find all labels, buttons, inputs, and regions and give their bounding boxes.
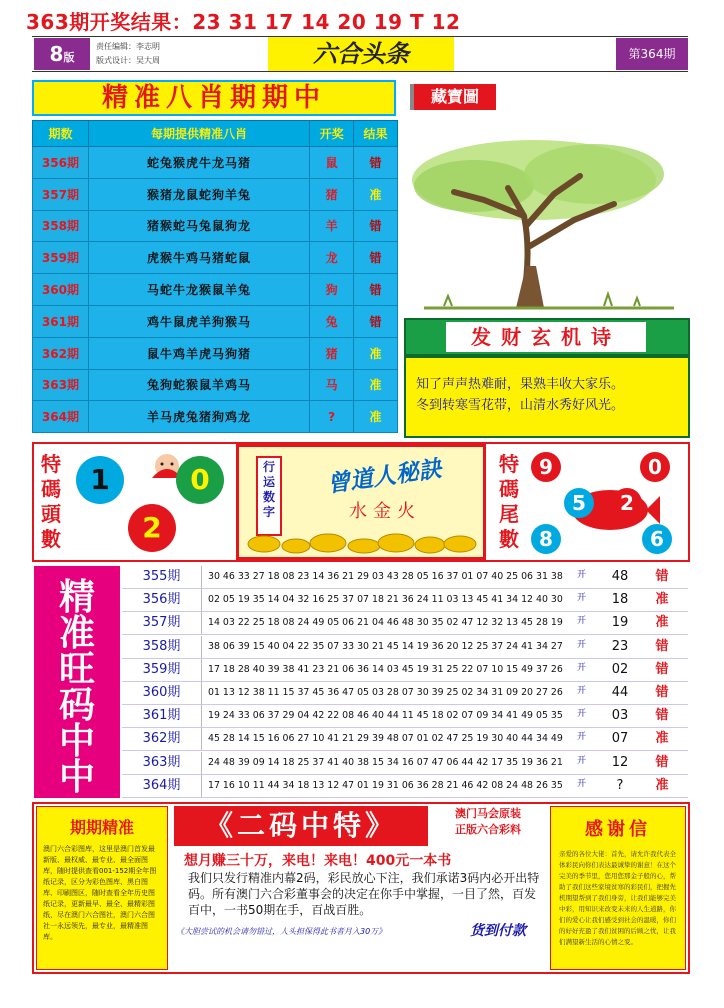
- draw-cell: 兔: [310, 305, 354, 337]
- table-row: [33, 242, 398, 274]
- accurate-text: 澳门六合彩图库，这里是澳门首发最新版、最权威、最专业、最全面图库，随时提供查看001-152期全年图纸记录，区分为彩色图库、黑白图库、印刷图区，随时查看全年历史图纸记录，更新最早、最全、最精彩图纸，尽在澳门六合图社，澳门六合图社一永远领先，最专业，最精准图库。: [43, 845, 157, 941]
- zodiacs-cell: 鼠牛鸡羊虎马狗猪: [88, 337, 309, 369]
- result-cell: 错: [354, 210, 398, 242]
- list-item: [122, 636, 688, 659]
- masthead-title: 六合头条: [268, 37, 454, 71]
- edition-suffix: 版: [63, 51, 75, 64]
- table-row: [33, 210, 398, 242]
- list-item: [122, 566, 688, 589]
- draw-cell: ?: [310, 401, 354, 433]
- tail-label-char: 特: [499, 452, 519, 476]
- list-item: [122, 612, 688, 635]
- edition-number: 8: [49, 42, 64, 66]
- result-mark: 准: [655, 731, 669, 747]
- result-mark: 错: [655, 685, 669, 700]
- wang-ma-char: 旺: [58, 649, 95, 690]
- treasure-map-label: 藏寶圖: [410, 84, 496, 110]
- draw-cell: 猪: [310, 178, 354, 210]
- tail-label-char: 尾: [499, 502, 519, 526]
- tail-ball-2: 2: [612, 488, 642, 518]
- open-label: 开: [577, 593, 587, 604]
- head-ball-0: 0: [176, 456, 224, 504]
- open-label: 开: [577, 639, 587, 650]
- accurate-panel: [36, 806, 168, 970]
- poem-box: [404, 356, 690, 438]
- result-mark: 错: [655, 708, 669, 724]
- head-label-char: 碼: [41, 477, 61, 501]
- period-cell: 363期: [33, 369, 89, 401]
- zodiacs-cell: 蛇兔猴虎牛龙马猪: [88, 147, 309, 179]
- number-set: 24 48 39 09 14 18 25 37 41 40 38 15 34 16 07 47 06 44 42 17 35 19 36 21: [208, 756, 563, 768]
- draw-number: 18: [611, 592, 629, 608]
- period-cell: 364期: [33, 401, 89, 433]
- result-cell: 错: [354, 305, 398, 337]
- gold-ingots-icon: [244, 528, 480, 554]
- list-item: [122, 752, 688, 775]
- promo-text: 我们只发行精准内幕2码，彩民放心下注，我们承诺3码内必开出特码。所有澳门六合彩董事会的决定在你手中掌握，一目了然，百发百中，一书50期在手，百战百胜。: [188, 871, 540, 917]
- col-draw: 开奖: [310, 121, 354, 147]
- eight-zodiac-title: 精准八肖期期中: [32, 80, 396, 116]
- result-mark: 准: [655, 615, 669, 631]
- poem-line-1: 知了声声热难耐，果熟丰收大家乐。: [416, 377, 625, 392]
- zodiacs-cell: 鸡牛鼠虎羊狗猴马: [88, 305, 309, 337]
- head-label-char: 數: [41, 527, 61, 551]
- table-row: [33, 369, 398, 401]
- col-period: 期数: [33, 121, 89, 147]
- period-cell: 360期: [33, 274, 89, 306]
- wang-ma-char: 精: [58, 577, 95, 618]
- result-mark: 错: [655, 638, 669, 654]
- period-label: 359期: [122, 659, 202, 681]
- draw-number: 12: [611, 754, 629, 770]
- period-cell: 356期: [33, 147, 89, 179]
- draw-number: 02: [611, 661, 629, 677]
- table-row: [33, 178, 398, 210]
- result-cell: 准: [354, 401, 398, 433]
- period-cell: 361期: [33, 305, 89, 337]
- head-label-char: 頭: [41, 502, 61, 526]
- open-label: 开: [577, 778, 587, 789]
- two-code-banner: 《二码中特》: [174, 806, 428, 846]
- head-label-char: 特: [41, 452, 61, 476]
- draw-number: 23: [611, 638, 629, 654]
- result-cell: 准: [354, 369, 398, 401]
- result-cell: 错: [354, 242, 398, 274]
- draw-cell: 龙: [310, 242, 354, 274]
- result-cell: 错: [354, 147, 398, 179]
- draw-cell: 羊: [310, 210, 354, 242]
- tail-ball-9: 9: [531, 452, 561, 482]
- income-slogan: 想月赚三十万，来电！来电！400元一本书: [184, 853, 452, 869]
- wang-ma-char: 中: [58, 757, 95, 798]
- designer-line: 版式设计：吴大周: [96, 56, 160, 65]
- jockey-club-label: [432, 806, 544, 838]
- period-cell: 358期: [33, 210, 89, 242]
- poem-line-2: 冬到转寒雪花带，山清水秀好风光。: [416, 398, 625, 413]
- draw-cell: 猪: [310, 337, 354, 369]
- number-set: 19 24 33 06 37 29 04 42 22 08 46 40 44 11 45 18 02 07 09 34 41 49 05 35: [208, 710, 563, 722]
- lucky-char: 行: [262, 460, 275, 474]
- zodiacs-cell: 猴猪龙鼠蛇狗羊兔: [88, 178, 309, 210]
- period-label: 357期: [122, 612, 202, 634]
- number-set: 30 46 33 27 18 08 23 14 36 21 29 03 43 28 05 16 37 01 07 40 25 06 31 38: [208, 571, 563, 582]
- accurate-title: 期期精准: [69, 818, 134, 837]
- number-set: 45 28 14 15 16 06 27 10 41 21 29 39 48 07 01 02 47 25 19 30 40 44 34 49: [208, 733, 563, 745]
- result-mark: 错: [655, 569, 669, 584]
- lucky-number-label: [256, 456, 282, 536]
- tail-ball-6: 6: [642, 524, 672, 554]
- result-cell: 准: [354, 337, 398, 369]
- wang-ma-char: 中: [58, 721, 95, 762]
- zodiacs-cell: 羊马虎兔猪狗鸡龙: [88, 401, 309, 433]
- table-header-row: [33, 121, 398, 147]
- list-item: [122, 705, 688, 728]
- editor-credits: [96, 40, 160, 68]
- tail-code-label: [494, 452, 524, 568]
- period-cell: 359期: [33, 242, 89, 274]
- draw-cell: 马: [310, 369, 354, 401]
- col-result: 结果: [354, 121, 398, 147]
- number-set: 14 03 22 25 18 08 24 49 05 06 21 04 46 48 30 35 02 47 12 32 13 45 28 19: [208, 617, 563, 629]
- number-set: 17 16 10 11 44 34 18 13 12 47 01 19 31 06 36 28 21 46 42 08 24 48 26 35: [208, 779, 563, 791]
- draw-number: 07: [611, 731, 629, 747]
- head-ball-1: 1: [76, 456, 124, 504]
- draw-number: ?: [616, 777, 624, 793]
- tail-ball-8: 8: [531, 524, 561, 554]
- list-item: [122, 728, 688, 751]
- period-label: 355期: [122, 566, 202, 588]
- zodiacs-cell: 猪猴蛇马兔鼠狗龙: [88, 210, 309, 242]
- thanks-title: 感谢信: [585, 819, 651, 840]
- draw-cell: 狗: [310, 274, 354, 306]
- zodiacs-cell: 虎猴牛鸡马猪蛇鼠: [88, 242, 309, 274]
- period-label: 356期: [122, 589, 202, 611]
- draw-number: 48: [611, 569, 629, 584]
- list-item: [122, 775, 688, 798]
- open-label: 开: [577, 686, 587, 696]
- period-label: 363期: [122, 752, 202, 774]
- poem-header: [404, 318, 690, 356]
- zodiacs-cell: 兔狗蛇猴鼠羊鸡马: [88, 369, 309, 401]
- tail-label-char: 數: [499, 527, 519, 551]
- lucky-char: 字: [262, 505, 275, 519]
- five-elements: 水金火: [349, 501, 421, 522]
- period-cell: 357期: [33, 178, 89, 210]
- period-label: 362期: [122, 728, 202, 750]
- period-label: 361期: [122, 705, 202, 727]
- promo-footnote: 《大胆尝试的机会请勿错过，人头担保得此书者月入30万》: [176, 927, 387, 936]
- open-label: 开: [577, 570, 587, 580]
- open-label: 开: [577, 755, 587, 766]
- period-label: 358期: [122, 636, 202, 658]
- thank-you-panel: [550, 806, 686, 970]
- result-mark: 错: [655, 754, 669, 770]
- draw-cell: 鼠: [310, 147, 354, 179]
- table-row: [33, 147, 398, 179]
- lucky-char: 运: [262, 475, 275, 489]
- open-label: 开: [577, 709, 587, 720]
- tail-ball-5: 5: [564, 488, 594, 518]
- secret-title: 曾道人秘訣: [325, 456, 444, 498]
- table-row: [33, 274, 398, 306]
- wang-ma-char: 准: [58, 613, 95, 654]
- list-item: [122, 589, 688, 612]
- draw-result-banner: 363期开奖结果：23 31 17 14 20 19 T 12: [26, 10, 461, 34]
- number-set: 01 13 12 38 11 15 37 45 36 47 05 03 28 07 30 39 25 02 34 31 09 20 27 26: [208, 687, 563, 698]
- number-set: 02 05 19 35 14 04 32 16 25 37 07 18 21 36 24 11 03 13 45 41 34 12 40 30: [208, 594, 563, 606]
- result-cell: 准: [354, 178, 398, 210]
- zodiacs-cell: 马蛇牛龙猴鼠羊兔: [88, 274, 309, 306]
- tail-ball-0: 0: [640, 452, 670, 482]
- col-zodiacs: 每期提供精准八肖: [88, 121, 309, 147]
- table-row: [33, 401, 398, 433]
- result-mark: 错: [655, 661, 669, 677]
- wang-ma-label: [34, 566, 120, 798]
- cash-on-delivery: 货到付款: [470, 923, 526, 939]
- result-cell: 错: [354, 274, 398, 306]
- tree-illustration: [404, 116, 690, 316]
- org-line-2: 正版六合彩料: [455, 823, 521, 836]
- tail-label-char: 碼: [499, 477, 519, 501]
- issue-number: 第364期: [616, 38, 688, 70]
- wang-ma-char: 码: [58, 685, 95, 726]
- result-mark: 准: [655, 777, 669, 793]
- number-set: 17 18 28 40 39 38 41 23 21 06 36 14 03 45 19 31 25 22 07 10 15 49 37 26: [208, 663, 563, 675]
- thanks-text: 亲爱的各位大佬：首先，请允许我代表全体彩民向你们表达最诚挚的谢意！在这个完美的季节里，您用您那金子般的心，帮助了我们这些家境贫寒的彩民们，把握先机期望帮到了我们身旁，让我们能够完美中彩，用知识来改变未来的人生道路，你们的爱心让我们感受到社会的温暖，你们的好好充盈了我们贫困的后顾之忧，让我们满望新生活的心情之变。: [559, 850, 676, 946]
- number-set: 38 06 39 15 40 04 22 35 07 33 30 21 45 14 19 36 20 12 25 37 24 41 34 27: [208, 640, 563, 652]
- table-row: [33, 305, 398, 337]
- lucky-char: 数: [262, 490, 275, 504]
- result-mark: 准: [655, 592, 669, 608]
- period-label: 364期: [122, 775, 202, 797]
- list-item: [122, 682, 688, 705]
- eight-zodiac-table: [32, 120, 398, 433]
- draw-number: 03: [611, 708, 629, 724]
- org-line-1: 澳门马会原装: [455, 807, 521, 820]
- editor-line: 责任编辑：李志明: [96, 42, 160, 51]
- draw-number: 19: [611, 615, 629, 631]
- table-row: [33, 337, 398, 369]
- list-item: [122, 659, 688, 682]
- open-label: 开: [577, 616, 587, 627]
- poem-title: 发财玄机诗: [446, 322, 646, 352]
- period-label: 360期: [122, 682, 202, 704]
- draw-number: 44: [611, 685, 629, 700]
- period-cell: 362期: [33, 337, 89, 369]
- head-ball-2: 2: [128, 504, 176, 552]
- open-label: 开: [577, 662, 587, 673]
- open-label: 开: [577, 732, 587, 743]
- edition-badge: [34, 38, 90, 70]
- head-code-label: [36, 452, 66, 568]
